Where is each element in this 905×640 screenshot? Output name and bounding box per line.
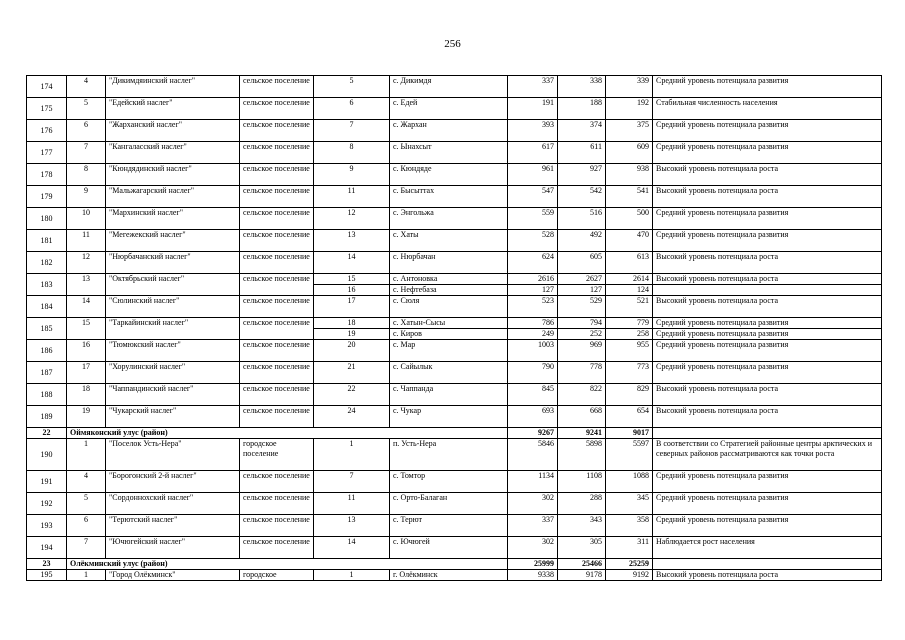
table-row <box>27 186 882 208</box>
development-note: Средний уровень потенциала развития <box>653 329 882 340</box>
row-number: 188 <box>27 384 67 406</box>
table-row <box>27 274 882 285</box>
district-value-2: 9241 <box>558 428 606 439</box>
municipality-number: 13 <box>67 274 106 296</box>
development-note: Высокий уровень потенциала роста <box>653 296 882 318</box>
municipality-type: сельское поселение <box>240 493 314 515</box>
settlement-index: 1 <box>314 570 390 581</box>
population-value-2: 611 <box>558 142 606 164</box>
table-row <box>27 340 882 362</box>
municipality-number: 17 <box>67 362 106 384</box>
table-row <box>27 537 882 559</box>
district-value-3: 9017 <box>606 428 653 439</box>
population-value-2: 127 <box>558 285 606 296</box>
municipality-type: сельское поселение <box>240 406 314 428</box>
municipality-name: "Едейский наслег" <box>106 98 240 120</box>
municipality-type: городское поселение <box>240 439 314 471</box>
settlement-index: 15 <box>314 274 390 285</box>
settlement-index: 18 <box>314 318 390 329</box>
municipality-name: "Мальжагарский наслег" <box>106 186 240 208</box>
population-value-2: 252 <box>558 329 606 340</box>
population-value-1: 523 <box>508 296 558 318</box>
population-value-3: 938 <box>606 164 653 186</box>
municipality-name: "Дикимдяинский наслег" <box>106 76 240 98</box>
municipality-type: сельское поселение <box>240 164 314 186</box>
table-row <box>27 98 882 120</box>
municipality-type: сельское поселение <box>240 537 314 559</box>
municipality-type: сельское поселение <box>240 274 314 296</box>
population-value-1: 790 <box>508 362 558 384</box>
population-value-2: 822 <box>558 384 606 406</box>
population-value-3: 521 <box>606 296 653 318</box>
municipality-name: "Поселок Усть-Нера" <box>106 439 240 471</box>
municipality-number: 6 <box>67 120 106 142</box>
municipality-number: 10 <box>67 208 106 230</box>
population-value-3: 345 <box>606 493 653 515</box>
municipality-name: "Мархинский наслег" <box>106 208 240 230</box>
settlement-name: с. Ынахсыт <box>390 142 508 164</box>
population-value-2: 2627 <box>558 274 606 285</box>
settlement-name: с. Сюля <box>390 296 508 318</box>
row-number: 194 <box>27 537 67 559</box>
population-value-2: 492 <box>558 230 606 252</box>
district-name: Оймяконский улус (район) <box>67 428 508 439</box>
district-header-row <box>27 559 882 570</box>
municipality-number: 18 <box>67 384 106 406</box>
population-value-3: 5597 <box>606 439 653 471</box>
population-value-1: 693 <box>508 406 558 428</box>
settlements-table <box>26 75 882 581</box>
settlement-name: с. Чукар <box>390 406 508 428</box>
population-value-3: 375 <box>606 120 653 142</box>
population-value-1: 249 <box>508 329 558 340</box>
municipality-type: городское <box>240 570 314 581</box>
development-note: Высокий уровень потенциала роста <box>653 570 882 581</box>
table-row <box>27 230 882 252</box>
row-number: 187 <box>27 362 67 384</box>
row-number: 193 <box>27 515 67 537</box>
population-value-1: 961 <box>508 164 558 186</box>
population-value-3: 258 <box>606 329 653 340</box>
district-header-row <box>27 428 882 439</box>
settlement-index: 13 <box>314 515 390 537</box>
row-number: 183 <box>27 274 67 296</box>
population-value-3: 654 <box>606 406 653 428</box>
population-value-1: 547 <box>508 186 558 208</box>
row-number: 181 <box>27 230 67 252</box>
development-note: Средний уровень потенциала развития <box>653 208 882 230</box>
settlement-index: 21 <box>314 362 390 384</box>
municipality-type: сельское поселение <box>240 362 314 384</box>
settlement-index: 14 <box>314 537 390 559</box>
municipality-name: "Мегежекский наслег" <box>106 230 240 252</box>
settlement-index: 16 <box>314 285 390 296</box>
settlement-index: 17 <box>314 296 390 318</box>
development-note: Средний уровень потенциала развития <box>653 493 882 515</box>
settlement-index: 13 <box>314 230 390 252</box>
development-note: Стабильная численность населения <box>653 98 882 120</box>
development-note <box>653 285 882 296</box>
municipality-number: 7 <box>67 537 106 559</box>
row-number: 189 <box>27 406 67 428</box>
population-value-2: 1108 <box>558 471 606 493</box>
municipality-type: сельское поселение <box>240 471 314 493</box>
population-value-1: 1003 <box>508 340 558 362</box>
population-value-2: 542 <box>558 186 606 208</box>
population-value-1: 624 <box>508 252 558 274</box>
population-value-1: 302 <box>508 537 558 559</box>
population-value-2: 927 <box>558 164 606 186</box>
settlement-index: 8 <box>314 142 390 164</box>
population-value-2: 338 <box>558 76 606 98</box>
settlement-index: 9 <box>314 164 390 186</box>
table-row <box>27 406 882 428</box>
settlement-index: 22 <box>314 384 390 406</box>
row-number: 192 <box>27 493 67 515</box>
population-value-2: 516 <box>558 208 606 230</box>
settlement-index: 5 <box>314 76 390 98</box>
population-value-1: 559 <box>508 208 558 230</box>
table-row <box>27 493 882 515</box>
municipality-name: "Таркайинский наслег" <box>106 318 240 340</box>
municipality-type: сельское поселение <box>240 76 314 98</box>
settlement-name: с. Мар <box>390 340 508 362</box>
table-row <box>27 515 882 537</box>
settlement-index: 20 <box>314 340 390 362</box>
development-note: Средний уровень потенциала развития <box>653 515 882 537</box>
table-row <box>27 362 882 384</box>
development-note: Высокий уровень потенциала роста <box>653 252 882 274</box>
district-note <box>653 559 882 570</box>
row-number: 195 <box>27 570 67 581</box>
municipality-type: сельское поселение <box>240 340 314 362</box>
municipality-name: "Кангаласский наслег" <box>106 142 240 164</box>
settlement-name: с. Киров <box>390 329 508 340</box>
table-row <box>27 296 882 318</box>
municipality-type: сельское поселение <box>240 296 314 318</box>
table-row <box>27 164 882 186</box>
settlement-name: с. Едей <box>390 98 508 120</box>
population-value-1: 617 <box>508 142 558 164</box>
municipality-type: сельское поселение <box>240 384 314 406</box>
table-row <box>27 252 882 274</box>
municipality-name: "Ючюгейский наслег" <box>106 537 240 559</box>
population-value-3: 829 <box>606 384 653 406</box>
municipality-number: 4 <box>67 471 106 493</box>
development-note: Высокий уровень потенциала роста <box>653 274 882 285</box>
development-note: Средний уровень потенциала развития <box>653 318 882 329</box>
municipality-number: 8 <box>67 164 106 186</box>
row-number: 176 <box>27 120 67 142</box>
municipality-number: 5 <box>67 493 106 515</box>
municipality-name: "Терютский наслег" <box>106 515 240 537</box>
population-value-1: 5846 <box>508 439 558 471</box>
population-value-1: 191 <box>508 98 558 120</box>
settlement-index: 14 <box>314 252 390 274</box>
settlement-name: с. Кюндяде <box>390 164 508 186</box>
table-row <box>27 76 882 98</box>
population-value-1: 528 <box>508 230 558 252</box>
settlement-name: с. Чаппанда <box>390 384 508 406</box>
population-value-2: 778 <box>558 362 606 384</box>
population-value-2: 5898 <box>558 439 606 471</box>
municipality-name: "Октябрьский наслег" <box>106 274 240 296</box>
settlement-name: с. Хатын-Сысы <box>390 318 508 329</box>
development-note: Высокий уровень потенциала роста <box>653 384 882 406</box>
municipality-name: "Борогонский 2-й наслег" <box>106 471 240 493</box>
municipality-number: 11 <box>67 230 106 252</box>
settlement-index: 7 <box>314 120 390 142</box>
municipality-number: 9 <box>67 186 106 208</box>
settlement-name: с. Дикимдя <box>390 76 508 98</box>
population-value-3: 613 <box>606 252 653 274</box>
municipality-type: сельское поселение <box>240 142 314 164</box>
settlement-name: с. Жархан <box>390 120 508 142</box>
population-value-2: 529 <box>558 296 606 318</box>
district-number: 22 <box>27 428 67 439</box>
municipality-number: 1 <box>67 439 106 471</box>
population-value-1: 845 <box>508 384 558 406</box>
district-value-2: 25466 <box>558 559 606 570</box>
municipality-number: 14 <box>67 296 106 318</box>
municipality-name: "Чукарский наслег" <box>106 406 240 428</box>
municipality-name: "Хорулинский наслег" <box>106 362 240 384</box>
table-row <box>27 384 882 406</box>
municipality-type: сельское поселение <box>240 252 314 274</box>
table-row <box>27 439 882 471</box>
settlement-name: п. Усть-Нера <box>390 439 508 471</box>
population-value-3: 339 <box>606 76 653 98</box>
population-value-3: 1088 <box>606 471 653 493</box>
population-value-2: 305 <box>558 537 606 559</box>
population-value-1: 9338 <box>508 570 558 581</box>
municipality-type: сельское поселение <box>240 230 314 252</box>
population-value-1: 393 <box>508 120 558 142</box>
table-row <box>27 318 882 329</box>
municipality-number: 15 <box>67 318 106 340</box>
row-number: 180 <box>27 208 67 230</box>
municipality-type: сельское поселение <box>240 318 314 340</box>
settlement-name: с. Антоновка <box>390 274 508 285</box>
population-value-3: 358 <box>606 515 653 537</box>
municipality-type: сельское поселение <box>240 208 314 230</box>
development-note: Средний уровень потенциала развития <box>653 362 882 384</box>
municipality-name: "Кюндядинский наслег" <box>106 164 240 186</box>
population-value-1: 2616 <box>508 274 558 285</box>
municipality-number: 6 <box>67 515 106 537</box>
population-value-1: 302 <box>508 493 558 515</box>
population-value-2: 605 <box>558 252 606 274</box>
population-value-3: 779 <box>606 318 653 329</box>
population-value-3: 541 <box>606 186 653 208</box>
population-value-3: 124 <box>606 285 653 296</box>
population-value-2: 969 <box>558 340 606 362</box>
development-note: Средний уровень потенциала развития <box>653 230 882 252</box>
row-number: 179 <box>27 186 67 208</box>
settlement-name: с. Орто-Балаган <box>390 493 508 515</box>
municipality-type: сельское поселение <box>240 515 314 537</box>
row-number: 178 <box>27 164 67 186</box>
population-value-2: 668 <box>558 406 606 428</box>
development-note: Высокий уровень потенциала роста <box>653 406 882 428</box>
development-note: Средний уровень потенциала развития <box>653 76 882 98</box>
municipality-name: "Тюмюкский наслег" <box>106 340 240 362</box>
district-name: Олёкминский улус (район) <box>67 559 508 570</box>
row-number: 191 <box>27 471 67 493</box>
population-value-2: 188 <box>558 98 606 120</box>
development-note: Высокий уровень потенциала роста <box>653 164 882 186</box>
population-value-2: 343 <box>558 515 606 537</box>
municipality-number: 4 <box>67 76 106 98</box>
municipality-name: "Чаппандинский наслег" <box>106 384 240 406</box>
population-value-1: 1134 <box>508 471 558 493</box>
settlement-index: 24 <box>314 406 390 428</box>
table-row <box>27 208 882 230</box>
table-row <box>27 471 882 493</box>
population-value-3: 2614 <box>606 274 653 285</box>
municipality-number: 16 <box>67 340 106 362</box>
municipality-type: сельское поселение <box>240 186 314 208</box>
settlement-index: 6 <box>314 98 390 120</box>
municipality-number: 12 <box>67 252 106 274</box>
municipality-name: "Нюрбачанский наслег" <box>106 252 240 274</box>
district-value-1: 25999 <box>508 559 558 570</box>
municipality-name: "Сордоннохский наслег" <box>106 493 240 515</box>
development-note: Средний уровень потенциала развития <box>653 471 882 493</box>
settlement-index: 12 <box>314 208 390 230</box>
municipality-type: сельское поселение <box>240 120 314 142</box>
settlement-name: с. Хаты <box>390 230 508 252</box>
table-row <box>27 142 882 164</box>
settlement-name: с. Сайылык <box>390 362 508 384</box>
row-number: 190 <box>27 439 67 471</box>
municipality-number: 1 <box>67 570 106 581</box>
population-value-1: 127 <box>508 285 558 296</box>
settlement-name: с. Ючюгей <box>390 537 508 559</box>
page-number: 256 <box>444 38 461 50</box>
population-value-3: 311 <box>606 537 653 559</box>
row-number: 174 <box>27 76 67 98</box>
settlement-name: с. Терют <box>390 515 508 537</box>
row-number: 177 <box>27 142 67 164</box>
municipality-number: 5 <box>67 98 106 120</box>
population-value-1: 337 <box>508 76 558 98</box>
municipality-name: "Жарханский наслег" <box>106 120 240 142</box>
population-value-2: 794 <box>558 318 606 329</box>
population-value-2: 9178 <box>558 570 606 581</box>
settlement-index: 7 <box>314 471 390 493</box>
table-body <box>27 76 882 581</box>
development-note: В соответствии со Стратегией районные центры арктических и северных районов рассматриваются как точки роста <box>653 439 882 471</box>
municipality-name: "Сюлинский наслег" <box>106 296 240 318</box>
municipality-type: сельское поселение <box>240 98 314 120</box>
settlement-index: 11 <box>314 186 390 208</box>
population-value-3: 9192 <box>606 570 653 581</box>
municipality-name: "Город Олёкминск" <box>106 570 240 581</box>
population-value-2: 374 <box>558 120 606 142</box>
settlement-index: 19 <box>314 329 390 340</box>
development-note: Наблюдается рост населения <box>653 537 882 559</box>
district-value-3: 25259 <box>606 559 653 570</box>
settlement-name: г. Олёкминск <box>390 570 508 581</box>
population-value-1: 337 <box>508 515 558 537</box>
municipality-number: 19 <box>67 406 106 428</box>
population-value-3: 192 <box>606 98 653 120</box>
municipality-number: 7 <box>67 142 106 164</box>
district-note <box>653 428 882 439</box>
development-note: Высокий уровень потенциала роста <box>653 186 882 208</box>
population-value-2: 288 <box>558 493 606 515</box>
population-value-1: 786 <box>508 318 558 329</box>
population-value-3: 500 <box>606 208 653 230</box>
district-number: 23 <box>27 559 67 570</box>
settlement-name: с. Бысыттах <box>390 186 508 208</box>
row-number: 185 <box>27 318 67 340</box>
table-row <box>27 120 882 142</box>
row-number: 182 <box>27 252 67 274</box>
population-value-3: 773 <box>606 362 653 384</box>
settlement-index: 1 <box>314 439 390 471</box>
settlement-name: с. Нефтебаза <box>390 285 508 296</box>
district-value-1: 9267 <box>508 428 558 439</box>
population-value-3: 955 <box>606 340 653 362</box>
row-number: 184 <box>27 296 67 318</box>
settlement-name: с. Томтор <box>390 471 508 493</box>
settlement-index: 11 <box>314 493 390 515</box>
development-note: Средний уровень потенциала развития <box>653 142 882 164</box>
row-number: 186 <box>27 340 67 362</box>
row-number: 175 <box>27 98 67 120</box>
population-value-3: 609 <box>606 142 653 164</box>
table-row <box>27 570 882 581</box>
development-note: Средний уровень потенциала развития <box>653 120 882 142</box>
settlement-name: с. Нюрбачан <box>390 252 508 274</box>
population-value-3: 470 <box>606 230 653 252</box>
development-note: Средний уровень потенциала развития <box>653 340 882 362</box>
settlement-name: с. Энгольжа <box>390 208 508 230</box>
